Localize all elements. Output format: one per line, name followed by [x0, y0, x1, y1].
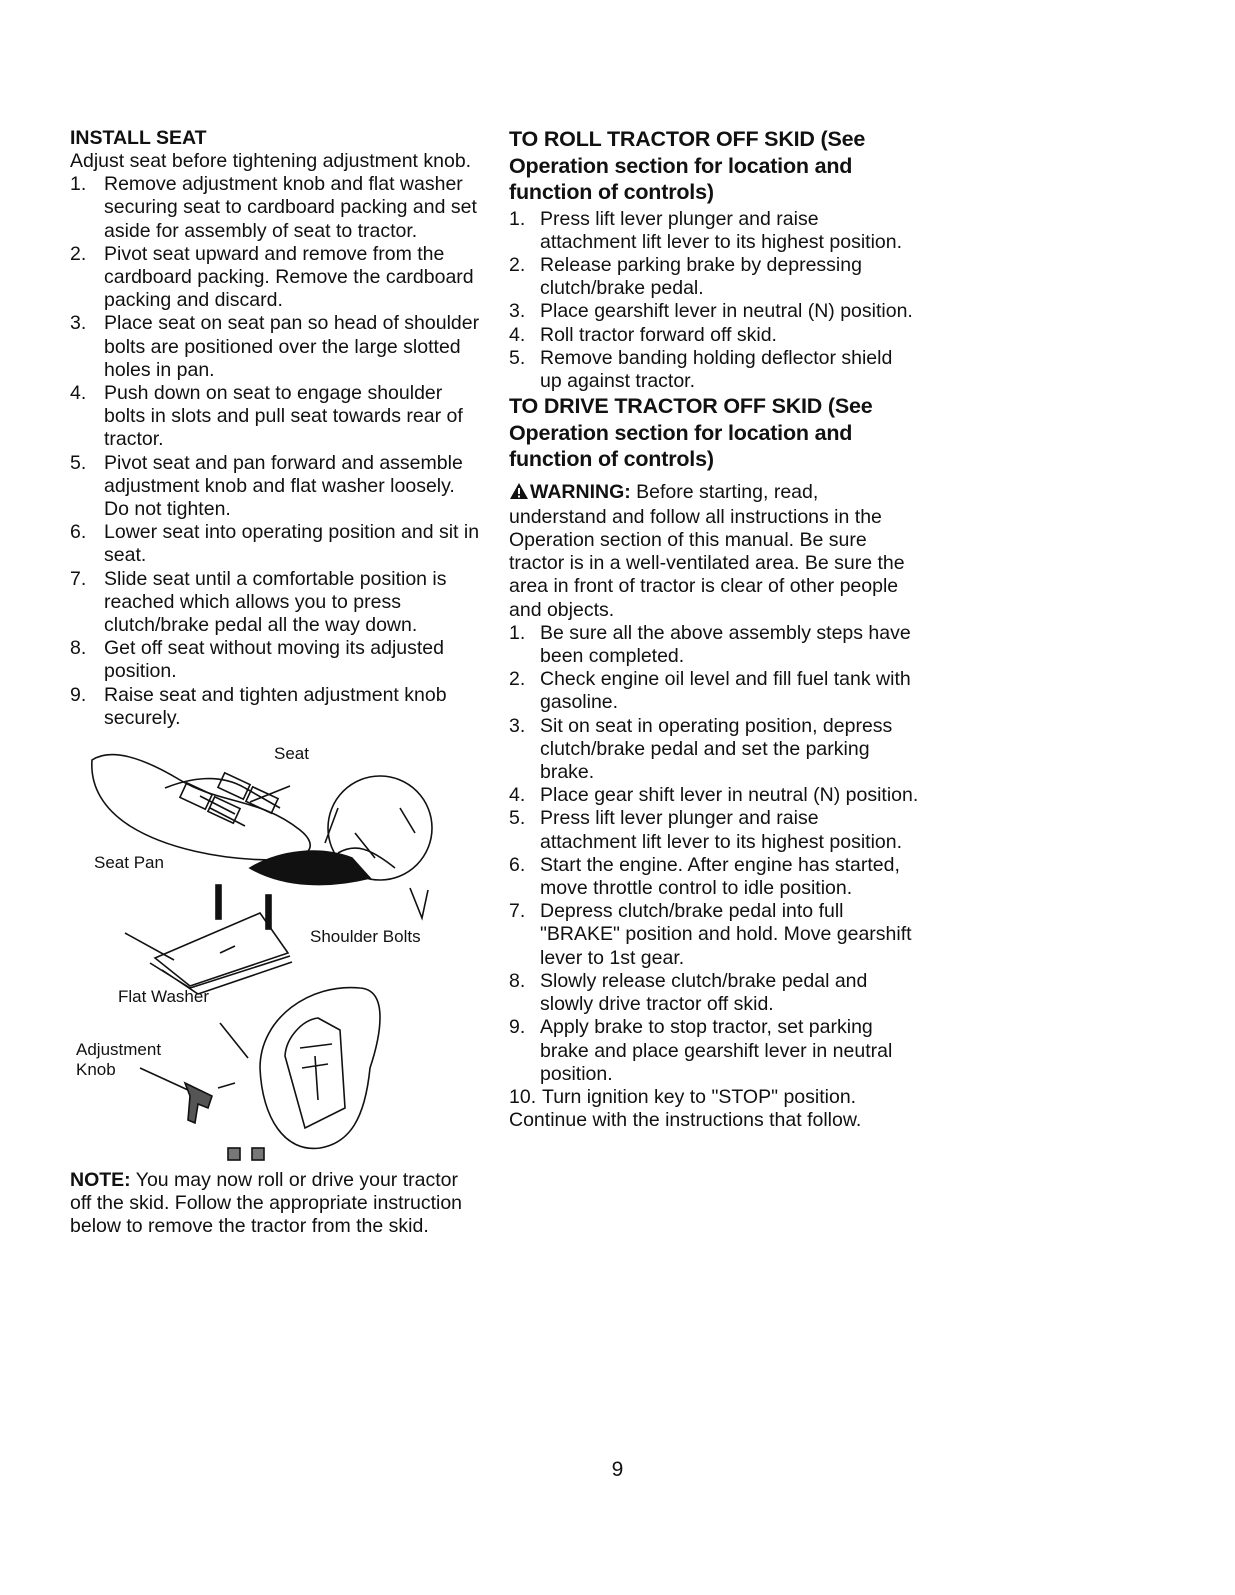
drive-tractor-steps — [509, 622, 919, 1109]
list-item: 8. Slowly release clutch/brake pedal and slowly drive tractor off skid. — [509, 969, 868, 1016]
seat-assembly-illustration — [70, 738, 480, 1163]
list-item: 1. Remove adjustment knob and flat washer securing seat to cardboard packing and set aside for assembly of seat to tractor. — [70, 173, 477, 242]
flat-washer-label: Flat Washer — [118, 987, 210, 1007]
right-column — [509, 126, 919, 1132]
roll-tractor-heading: TO ROLL TRACTOR OFF SKID (See Operation section for location and function of controls) — [509, 127, 866, 204]
list-item: 4. Push down on seat to engage shoulder bolts in slots and pull seat towards rear of tractor. — [70, 382, 463, 451]
list-item: 8. Get off seat without moving its adjusted position. — [70, 637, 444, 683]
list-item: 4. Roll tractor forward off skid. — [509, 323, 777, 346]
install-seat-steps — [70, 173, 480, 730]
install-seat-heading: INSTALL SEAT — [70, 127, 207, 149]
list-item: 6. Lower seat into operating position and sit in seat. — [70, 521, 480, 567]
list-item: 10. Turn ignition key to "STOP" position. — [509, 1085, 857, 1108]
drive-tractor-heading: TO DRIVE TRACTOR OFF SKID (See Operation section for location and function of controls) — [509, 394, 873, 472]
list-item: 4. Place gear shift lever in neutral (N) position. — [509, 784, 919, 807]
warning-paragraph: WARNING: Before starting, read, understand and follow all instructions in the Operation section of this manual. Be sure tractor is in a well-ventilated area. Be sure the area in front of tractor is clear of other people and objects. — [509, 480, 905, 621]
list-item: 2. Release parking brake by depressing clutch/brake pedal. — [509, 253, 862, 300]
closing-text: Continue with the instructions that follow. — [509, 1109, 862, 1132]
warning-triangle-icon — [509, 482, 529, 506]
seat-pan-label: Seat Pan — [94, 853, 164, 873]
install-seat-intro: Adjust seat before tightening adjustment knob. — [70, 150, 472, 172]
list-item: 9. Raise seat and tighten adjustment knob securely. — [70, 683, 447, 729]
list-item: 1. Press lift lever plunger and raise attachment lift lever to its highest position. — [509, 207, 903, 253]
list-item: 3. Place gearshift lever in neutral (N) position. — [509, 300, 913, 323]
list-item: 1. Be sure all the above assembly steps have been completed. — [509, 621, 911, 668]
adjustment-knob-label-line2: Knob — [76, 1060, 116, 1080]
list-item: 5. Remove banding holding deflector shield up against tractor. — [509, 346, 893, 392]
seat-assembly-figure — [70, 738, 480, 1163]
note-paragraph: NOTE: You may now roll or drive your tractor off the skid. Follow the appropriate instruction below to remove the tractor from the skid. — [70, 1169, 463, 1238]
seat-label: Seat — [274, 744, 309, 764]
list-item: 3. Sit on seat in operating position, depress clutch/brake pedal and set the parking brake. — [509, 714, 893, 784]
roll-tractor-steps — [509, 208, 919, 394]
list-item: 5. Pivot seat and pan forward and assemble adjustment knob and flat washer loosely. Do not tighten. — [70, 451, 463, 521]
page-number: 9 — [611, 1458, 624, 1481]
list-item: 3. Place seat on seat pan so head of shoulder bolts are positioned over the large slotted holes in pan. — [70, 312, 480, 381]
list-item: 7. Slide seat until a comfortable position is reached which allows you to press clutch/brake pedal all the way down. — [70, 567, 447, 637]
left-column — [70, 126, 480, 1239]
warning-label: WARNING: — [530, 480, 631, 503]
list-item: 7. Depress clutch/brake pedal into full "BRAKE" position and hold. Move gearshift lever to 1st gear. — [509, 900, 912, 969]
list-item: 6. Start the engine. After engine has started, move throttle control to idle position. — [509, 853, 900, 900]
adjustment-knob-label-line1: Adjustment — [76, 1040, 162, 1060]
list-item: 9. Apply brake to stop tractor, set parking brake and place gearshift lever in neutral position. — [509, 1016, 893, 1085]
list-item: 5. Press lift lever plunger and raise attachment lift lever to its highest position. — [509, 807, 903, 853]
shoulder-bolts-label: Shoulder Bolts — [310, 927, 421, 947]
list-item: 2. Check engine oil level and fill fuel tank with gasoline. — [509, 668, 911, 714]
list-item: 2. Pivot seat upward and remove from the cardboard packing. Remove the cardboard packing and discard. — [70, 242, 474, 312]
